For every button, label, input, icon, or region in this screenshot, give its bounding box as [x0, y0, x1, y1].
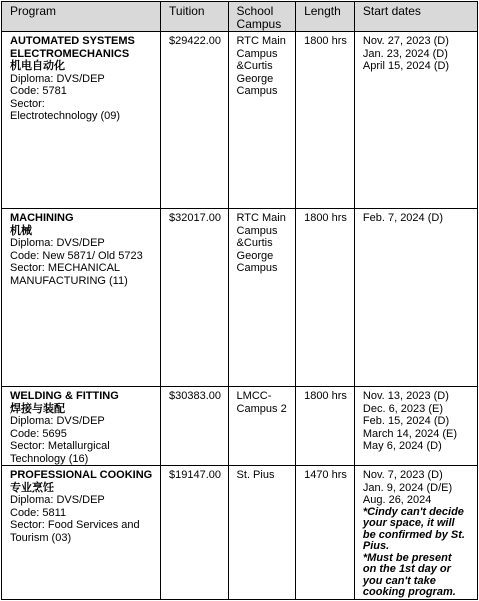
- length-cell: 1800 hrs: [296, 387, 355, 466]
- program-sector-line: Sector: MECHANICAL: [10, 262, 121, 274]
- program-diploma: Diploma: DVS/DEP: [10, 72, 105, 85]
- start-date: March 14, 2024 (E): [362, 427, 458, 440]
- campus-cell: [228, 466, 296, 600]
- header-program: Program: [2, 2, 161, 32]
- program-name-line: WELDING & FITTING: [10, 390, 119, 402]
- start-date: Nov. 7, 2023 (D): [362, 469, 443, 481]
- program-chinese-name: 机械: [10, 223, 32, 237]
- program-sector-line: Technology (16): [10, 452, 89, 465]
- program-sector-line: Sector: Metallurgical: [10, 440, 110, 452]
- note-line: Pius.: [362, 540, 390, 552]
- table-row: [2, 387, 478, 466]
- tuition-cell: $32017.00: [161, 209, 229, 387]
- tuition-cell: $29422.00: [161, 32, 229, 209]
- campus-cell: [228, 32, 296, 209]
- start-date: Nov. 13, 2023 (D): [362, 390, 449, 402]
- campus-line: &Curtis: [236, 237, 273, 249]
- start-dates-cell: [354, 387, 477, 466]
- start-dates-cell: [354, 32, 477, 209]
- program-code: Code: 5781: [10, 85, 67, 97]
- length-cell: 1800 hrs: [296, 209, 355, 387]
- campus-line: &Curtis: [236, 60, 273, 72]
- start-date: Aug. 26, 2024: [362, 494, 432, 506]
- campus-line: St. Pius: [236, 469, 275, 481]
- table-row: [2, 209, 478, 387]
- program-diploma: Diploma: DVS/DEP: [10, 237, 105, 249]
- program-cell: [2, 466, 161, 600]
- program-name-line: ELECTROMECHANICS: [10, 47, 130, 60]
- table-row: [2, 466, 478, 600]
- header-row: [2, 2, 478, 32]
- header-start-dates: Start dates: [354, 2, 477, 32]
- campus-line: Campus 2: [236, 402, 287, 415]
- program-name-line: PROFESSIONAL COOKING: [10, 469, 153, 481]
- header-length: Length: [296, 2, 355, 32]
- header-campus-text: School Campus: [236, 4, 282, 31]
- length-cell: 1470 hrs: [296, 466, 355, 600]
- header-campus: [228, 2, 296, 32]
- program-sector-line: Tourism (03): [10, 531, 72, 544]
- program-diploma: Diploma: DVS/DEP: [10, 494, 105, 506]
- program-sector-line: MANUFACTURING (11): [10, 274, 128, 287]
- program-sector-line: Sector:: [10, 97, 45, 110]
- note-line: your space, it will: [362, 517, 455, 529]
- campus-line: Campus: [236, 85, 278, 97]
- campus-line: Campus: [236, 262, 278, 274]
- program-cell: [2, 32, 161, 209]
- note-line: *Cindy can't decide: [362, 505, 464, 518]
- program-cell: [2, 387, 161, 466]
- note-line: cooking program.: [362, 586, 456, 598]
- campus-line: RTC Main: [236, 212, 286, 224]
- campus-line: George: [236, 72, 274, 85]
- start-dates-cell: [354, 466, 477, 600]
- header-tuition: Tuition: [161, 2, 229, 32]
- start-date: Nov. 27, 2023 (D): [362, 35, 449, 47]
- tuition-cell: $19147.00: [161, 466, 229, 600]
- length-cell: 1800 hrs: [296, 32, 355, 209]
- start-dates-cell: [354, 209, 477, 387]
- note-line: you can't take: [362, 574, 436, 587]
- start-date: May 6, 2024 (D): [362, 440, 442, 452]
- note-line: *Must be present: [362, 551, 452, 564]
- tuition-cell: $30383.00: [161, 387, 229, 466]
- program-diploma: Diploma: DVS/DEP: [10, 415, 105, 427]
- program-chinese-name: 机电自动化: [10, 59, 65, 72]
- programs-table: [1, 1, 478, 600]
- program-code: Code: 5695: [10, 427, 67, 440]
- program-code: Code: 5811: [10, 506, 67, 519]
- start-date: Jan. 23, 2024 (D): [362, 47, 448, 60]
- start-date: Dec. 6, 2023 (E): [362, 402, 443, 415]
- campus-cell: [228, 209, 296, 387]
- start-date: Feb. 7, 2024 (D): [362, 212, 443, 224]
- program-name-line: MACHINING: [10, 212, 74, 224]
- program-cell: [2, 209, 161, 387]
- start-date: Feb. 15, 2024 (D): [362, 415, 450, 427]
- program-chinese-name: 专业烹饪: [10, 480, 54, 494]
- campus-line: LMCC-: [236, 390, 272, 402]
- note-line: be confirmed by St.: [362, 528, 465, 541]
- note-line: on the 1st day or: [362, 563, 451, 575]
- campus-line: RTC Main: [236, 35, 286, 47]
- table-row: [2, 32, 478, 209]
- campus-line: Campus: [236, 47, 278, 60]
- start-date: April 15, 2024 (D): [362, 60, 450, 72]
- campus-line: George: [236, 249, 274, 262]
- start-date: Jan. 9, 2024 (D/E): [362, 481, 453, 494]
- program-sector-line: Electrotechnology (09): [10, 110, 121, 122]
- program-code: Code: New 5871/ Old 5723: [10, 249, 143, 262]
- campus-cell: [228, 387, 296, 466]
- campus-line: Campus: [236, 224, 278, 237]
- program-chinese-name: 焊接与装配: [10, 401, 65, 415]
- program-name-line: AUTOMATED SYSTEMS: [10, 35, 135, 47]
- program-sector-line: Sector: Food Services and: [10, 519, 140, 531]
